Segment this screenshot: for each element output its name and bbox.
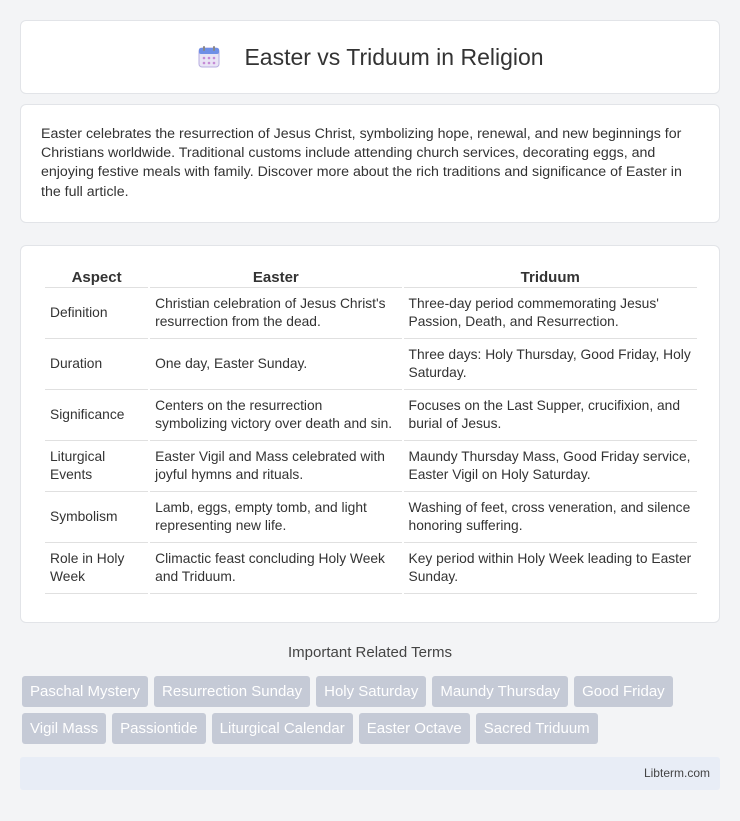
table-row [45, 390, 697, 441]
table-row [45, 339, 697, 390]
cell-easter: One day, Easter Sunday. [150, 339, 401, 390]
calendar-icon [196, 44, 222, 70]
cell-triduum: Three days: Holy Thursday, Good Friday, Holy Saturday. [404, 339, 697, 390]
cell-triduum: Maundy Thursday Mass, Good Friday service, Easter Vigil on Holy Saturday. [404, 441, 697, 492]
tag-row [22, 713, 722, 744]
cell-easter: Christian celebration of Jesus Christ's resurrection from the dead. [150, 288, 401, 339]
related-terms-title: Important Related Terms [288, 644, 452, 661]
header-triduum: Triduum [404, 266, 697, 288]
table-row [45, 543, 697, 594]
cell-aspect: Liturgical Events [45, 441, 148, 492]
tag-sacred-triduum[interactable]: Sacred Triduum [476, 713, 598, 744]
intro-card [20, 104, 720, 223]
tag-row [22, 676, 722, 707]
table-header-row [45, 266, 697, 288]
header-card [20, 20, 720, 94]
tag-liturgical-calendar[interactable]: Liturgical Calendar [212, 713, 353, 744]
cell-triduum: Key period within Holy Week leading to Easter Sunday. [404, 543, 697, 594]
tag-holy-saturday[interactable]: Holy Saturday [316, 676, 426, 707]
cell-aspect: Definition [45, 288, 148, 339]
page-title: Easter vs Triduum in Religion [244, 43, 544, 70]
cell-aspect: Significance [45, 390, 148, 441]
table-row [45, 492, 697, 543]
header-easter: Easter [150, 266, 401, 288]
cell-easter: Climactic feast concluding Holy Week and Triduum. [150, 543, 401, 594]
table-row [45, 288, 697, 339]
footer [20, 757, 720, 790]
cell-aspect: Duration [45, 339, 148, 390]
cell-triduum: Three-day period commemorating Jesus' Passion, Death, and Resurrection. [404, 288, 697, 339]
tag-paschal-mystery[interactable]: Paschal Mystery [22, 676, 148, 707]
cell-easter: Centers on the resurrection symbolizing victory over death and sin. [150, 390, 401, 441]
tag-easter-octave[interactable]: Easter Octave [359, 713, 470, 744]
cell-easter: Easter Vigil and Mass celebrated with joyful hymns and rituals. [150, 441, 401, 492]
tag-passiontide[interactable]: Passiontide [112, 713, 206, 744]
tag-resurrection-sunday[interactable]: Resurrection Sunday [154, 676, 310, 707]
tag-vigil-mass[interactable]: Vigil Mass [22, 713, 106, 744]
cell-aspect: Symbolism [45, 492, 148, 543]
comparison-table-card [20, 245, 720, 623]
related-terms-tags [22, 676, 722, 750]
comparison-table [43, 266, 699, 594]
tag-good-friday[interactable]: Good Friday [574, 676, 673, 707]
cell-triduum: Focuses on the Last Supper, crucifixion, and burial of Jesus. [404, 390, 697, 441]
cell-triduum: Washing of feet, cross veneration, and silence honoring suffering. [404, 492, 697, 543]
cell-aspect: Role in Holy Week [45, 543, 148, 594]
tag-maundy-thursday[interactable]: Maundy Thursday [432, 676, 568, 707]
intro-text: Easter celebrates the resurrection of Jesus Christ, symbolizing hope, renewal, and new beginnings for Christians worldwide. Traditional customs include attending church services, decorating eggs, and enjoying festive meals with family. Discover more about the rich traditions and significance of Easter in the full article. [41, 126, 682, 200]
footer-brand-link[interactable]: Libterm.com [643, 766, 710, 780]
title-wrap [196, 44, 543, 71]
cell-easter: Lamb, eggs, empty tomb, and light representing new life. [150, 492, 401, 543]
table-row [45, 441, 697, 492]
header-aspect: Aspect [45, 266, 148, 288]
